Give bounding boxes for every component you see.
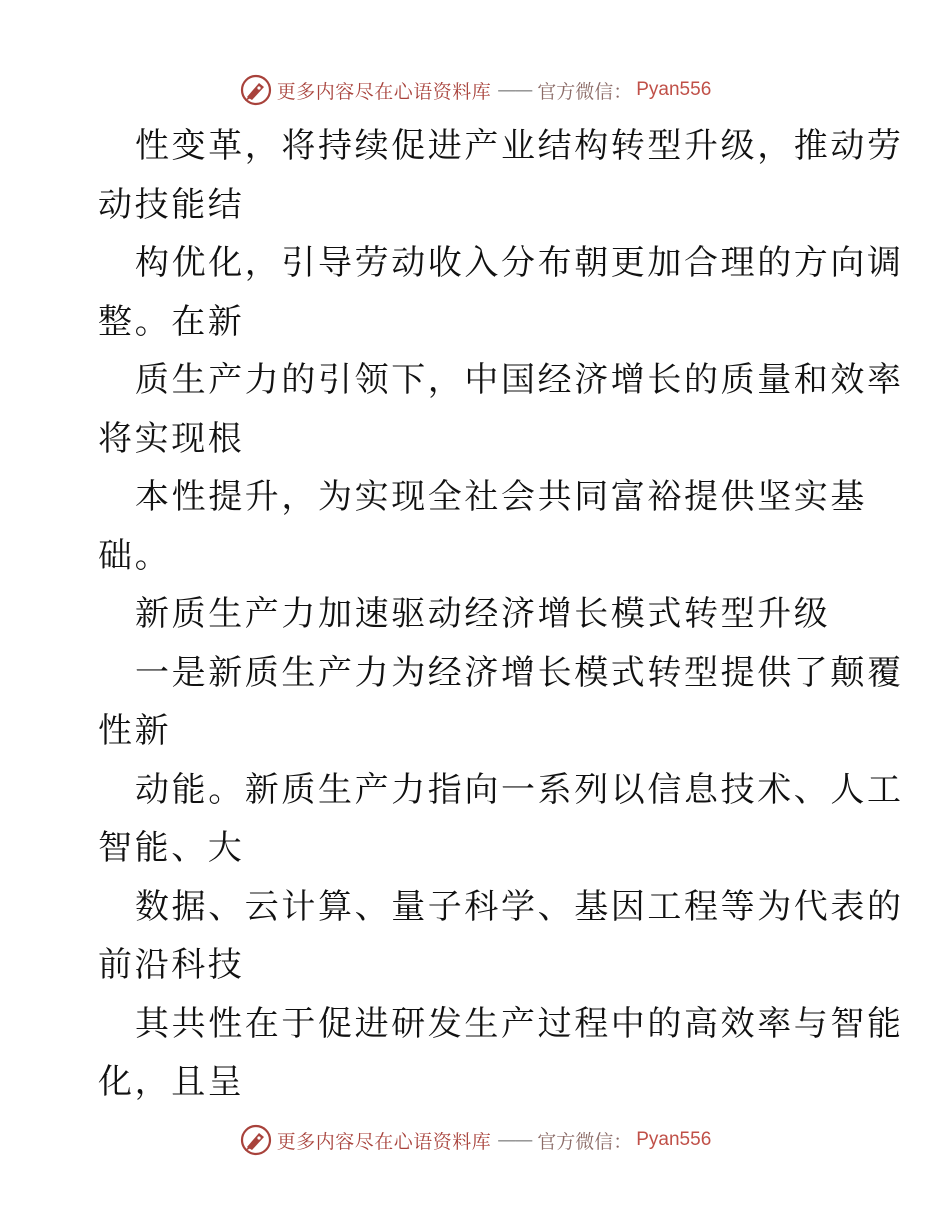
watermark-main-text: 更多内容尽在心语资料库 [276,80,492,103]
body-line: 性变革，将持续促进产业结构转型升级，推动劳 [135,126,904,166]
body-line: 整。在新 [98,301,245,342]
body-line: 数据、云计算、量子科学、基因工程等为代表的 [135,886,904,927]
body-line: 础。 [98,535,172,576]
watermark-dash: —— [497,79,532,101]
pen-nib-icon [239,1123,273,1157]
document-body [98,117,904,1112]
body-line: 性新 [98,711,172,751]
body-line: 其共性在于促进研发生产过程中的高效率与智能 [135,1003,904,1044]
body-line: 化，且呈 [98,1062,245,1102]
watermark-wechat-id: Pyan556 [636,1129,712,1150]
watermark-main-text: 更多内容尽在心语资料库 [276,1130,492,1153]
header-watermark [0,70,950,110]
body-line: 动能。新质生产力指向一系列以信息技术、人工 [135,769,904,810]
pen-nib-icon [239,73,273,107]
watermark-wechat-label: 官方微信： [537,1130,633,1153]
body-line: 前沿科技 [98,945,245,985]
section-heading: 新质生产力加速驱动经济增长模式转型升级 [135,594,831,634]
watermark-dash: —— [497,1129,532,1151]
body-line: 质生产力的引领下，中国经济增长的质量和效率 [135,360,904,400]
body-line: 动技能结 [98,184,245,225]
body-line: 将实现根 [98,418,245,459]
footer-watermark [0,1120,950,1160]
watermark-wechat-label: 官方微信： [537,80,633,103]
body-line: 智能、大 [98,828,245,868]
body-line: 构优化，引导劳动收入分布朝更加合理的方向调 [135,243,904,283]
body-line: 一是新质生产力为经济增长模式转型提供了颠覆 [135,652,904,693]
watermark-wechat-id: Pyan556 [636,79,712,100]
body-line: 本性提升，为实现全社会共同富裕提供坚实基 [135,477,867,517]
